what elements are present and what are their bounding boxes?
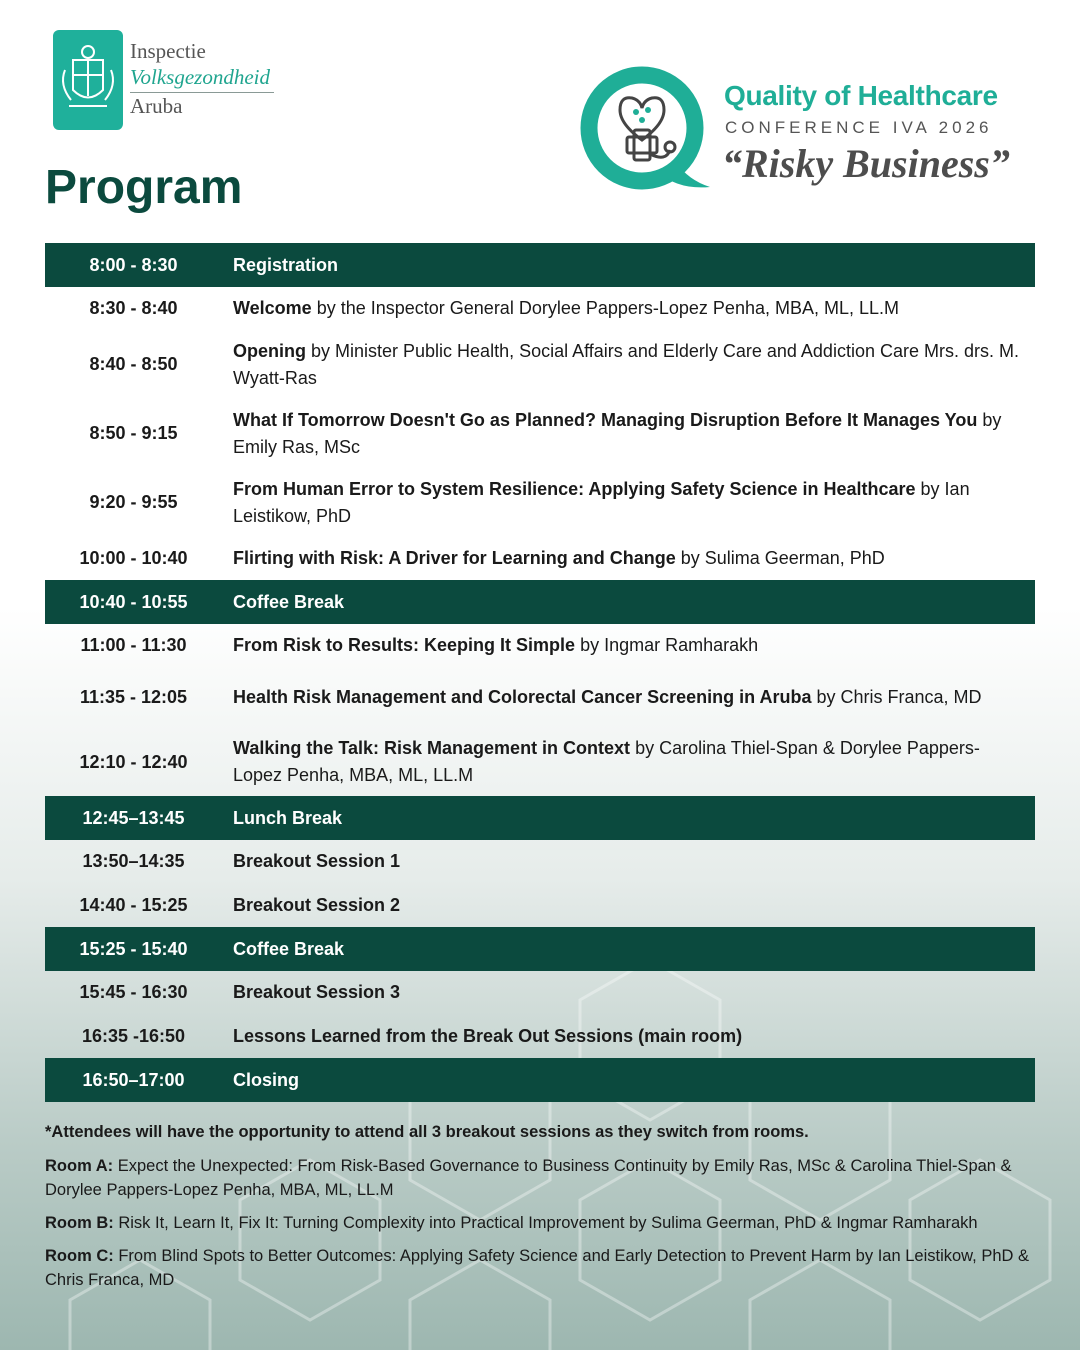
room-note	[45, 1154, 1035, 1202]
session-title: From Human Error to System Resilience: Applying Safety Science in Healthcare	[233, 478, 916, 499]
session-title: Coffee Break	[233, 591, 345, 612]
schedule-row	[45, 971, 1035, 1014]
schedule-break-row	[45, 1058, 1035, 1102]
session-description	[222, 979, 1035, 1006]
session-description	[222, 936, 1035, 963]
session-speaker: by Sulima Geerman, PhD	[675, 548, 885, 568]
session-speaker: by Minister Public Health, Social Affairs and Elderly Care and Addiction Care Mrs. drs. M. Wyatt-Ras	[233, 340, 1019, 388]
room-description: From Blind Spots to Better Outcomes: Applying Safety Science and Early Detection to Prevent Harm by Ian Leistikow, PhD & Chris Franca, MD	[45, 1247, 1030, 1289]
org-line-1: Inspectie	[130, 39, 206, 63]
session-title: Registration	[233, 254, 339, 275]
page-title: Program	[45, 161, 243, 214]
session-speaker: by the Inspector General Dorylee Pappers-Lopez Penha, MBA, ML, LL.M	[311, 298, 900, 318]
session-time: 9:20 - 9:55	[89, 492, 178, 512]
session-time: 8:50 - 9:15	[89, 423, 178, 443]
session-description	[222, 407, 1035, 461]
conference-subtitle: CONFERENCE IVA 2026	[725, 118, 993, 137]
room-label: Room B:	[45, 1214, 114, 1232]
schedule-break-row	[45, 580, 1035, 624]
session-description	[222, 1023, 1035, 1050]
session-time: 11:35 - 12:05	[79, 687, 188, 707]
session-time: 10:00 - 10:40	[79, 548, 188, 568]
session-title: Breakout Session 1	[233, 851, 401, 871]
org-line-3: Aruba	[130, 94, 183, 118]
session-description	[222, 892, 1035, 919]
room-note	[45, 1244, 1035, 1292]
session-time: 13:50–14:35	[82, 851, 185, 871]
session-speaker: by Emily Ras, MSc	[233, 409, 1002, 457]
session-time: 16:50–17:00	[82, 1069, 185, 1090]
session-description	[222, 545, 1035, 572]
session-time: 12:10 - 12:40	[79, 751, 188, 772]
session-time: 8:00 - 8:30	[89, 254, 178, 275]
room-note	[45, 1211, 1035, 1235]
session-time: 10:40 - 10:55	[79, 591, 188, 612]
session-speaker: by Chris Franca, MD	[811, 687, 982, 707]
session-title: Opening	[233, 340, 306, 361]
session-description	[222, 684, 1035, 711]
session-time: 16:35 -16:50	[81, 1025, 186, 1046]
schedule-row	[45, 883, 1035, 927]
session-title: From Risk to Results: Keeping It Simple	[233, 635, 576, 655]
session-time: 12:45–13:45	[82, 807, 185, 828]
session-time: 15:25 - 15:40	[79, 938, 188, 959]
session-time: 8:30 - 8:40	[89, 298, 178, 318]
schedule-table	[45, 243, 1035, 1102]
session-description	[222, 295, 1035, 322]
session-description	[222, 848, 1035, 875]
schedule-row	[45, 537, 1035, 580]
session-time: 15:45 - 16:30	[79, 982, 188, 1002]
session-description	[222, 735, 1035, 789]
session-speaker: by Ingmar Ramharakh	[575, 635, 759, 655]
session-time: 11:00 - 11:30	[80, 635, 187, 655]
conference-q-logo-icon	[578, 62, 713, 197]
schedule-row	[45, 667, 1035, 728]
session-title: Welcome	[233, 298, 312, 318]
room-label: Room A:	[45, 1157, 114, 1175]
session-speaker: by Carolina Thiel-Span & Dorylee Pappers-Lopez Penha, MBA, ML, LL.M	[233, 738, 980, 785]
room-description: Risk It, Learn It, Fix It: Turning Complexity into Practical Improvement by Sulima Geerman, PhD & Ingmar Ramharakh	[113, 1214, 978, 1232]
conference-tagline: “Risky Business”	[722, 141, 1010, 186]
conference-title: Quality of Healthcare	[724, 80, 998, 111]
session-description	[222, 632, 1035, 659]
schedule-row	[45, 330, 1035, 399]
session-title: Coffee Break	[233, 938, 345, 959]
room-list	[45, 1154, 1035, 1292]
session-title: Lunch Break	[233, 807, 343, 828]
session-description	[222, 589, 1035, 616]
schedule-row	[45, 728, 1035, 796]
coat-of-arms-logo-icon	[53, 30, 123, 130]
session-description	[222, 338, 1035, 392]
session-speaker: by Ian Leistikow, PhD	[233, 478, 970, 526]
session-title: Breakout Session 2	[233, 894, 401, 915]
session-title: What If Tomorrow Doesn't Go as Planned? Managing Disruption Before It Manages You	[233, 409, 978, 430]
schedule-row	[45, 840, 1035, 883]
breakout-notes	[45, 1120, 1035, 1301]
room-description: Expect the Unexpected: From Risk-Based Governance to Business Continuity by Emily Ras, MSc & Carolina Thiel-Span & Dorylee Pappers-Lopez Penha, MBA, ML, LL.M	[45, 1157, 1012, 1199]
session-description	[222, 252, 1035, 279]
session-time: 14:40 - 15:25	[79, 894, 188, 915]
session-description	[222, 1067, 1035, 1094]
session-title: Breakout Session 3	[233, 982, 401, 1002]
schedule-break-row	[45, 796, 1035, 840]
schedule-row	[45, 399, 1035, 468]
session-title: Closing	[233, 1069, 299, 1090]
session-title: Health Risk Management and Colorectal Cancer Screening in Aruba	[233, 687, 812, 707]
session-description	[222, 476, 1035, 530]
session-title: Flirting with Risk: A Driver for Learning and Change	[233, 548, 676, 568]
schedule-break-row	[45, 243, 1035, 287]
session-title: Lessons Learned from the Break Out Sessions (main room)	[233, 1025, 743, 1046]
session-time: 8:40 - 8:50	[89, 354, 178, 374]
attendee-note: *Attendees will have the opportunity to attend all 3 breakout sessions as they switch from rooms.	[45, 1123, 809, 1141]
org-line-2: Volksgezondheid	[130, 64, 274, 93]
session-description	[222, 805, 1035, 832]
schedule-break-row	[45, 927, 1035, 971]
session-title: Walking the Talk: Risk Management in Context	[233, 738, 631, 758]
room-label: Room C:	[45, 1247, 114, 1265]
schedule-row	[45, 1014, 1035, 1058]
organization-name	[130, 38, 274, 119]
schedule-row	[45, 287, 1035, 330]
schedule-row	[45, 468, 1035, 537]
schedule-row	[45, 624, 1035, 667]
